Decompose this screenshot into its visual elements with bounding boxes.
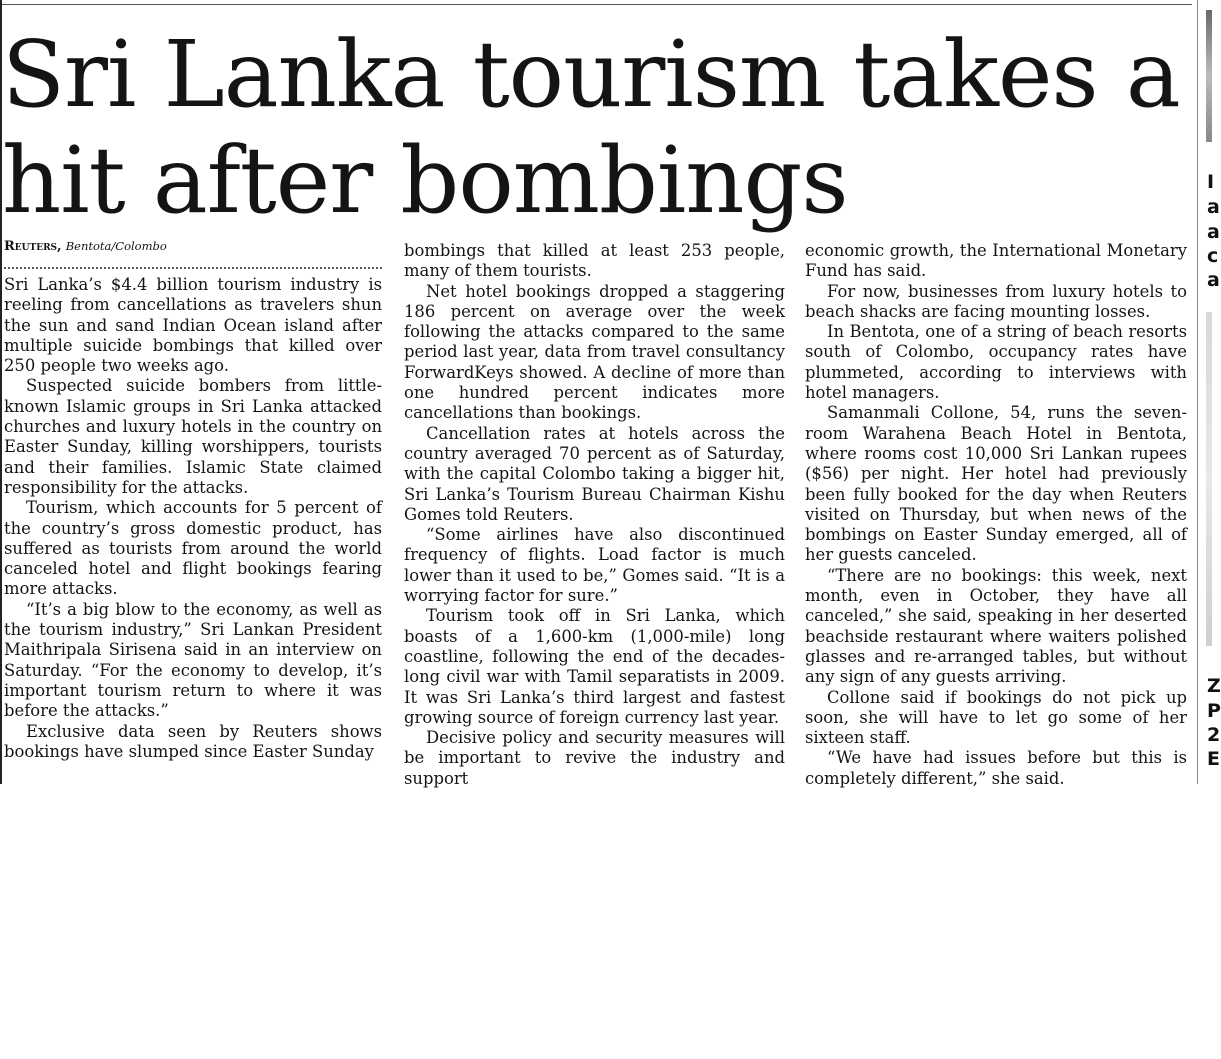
body-paragraph: Collone said if bookings do not pick up soon, she will have to let go some of her sixteen staff.	[805, 687, 1187, 748]
article-column-1	[4, 0, 382, 1059]
body-paragraph: economic growth, the International Monetary Fund has said.	[805, 241, 1187, 281]
adjacent-text-fragment: a	[1207, 269, 1220, 291]
body-paragraph: “There are no bookings: this week, next month, even in October, they have all canceled,” she said, speaking in her deserted beachside restaurant where waiters polished glasses and re-arranged tables, but without any sign of any guests arriving.	[805, 565, 1187, 687]
body-paragraph: “We have had issues before but this is completely different,” she said.	[805, 748, 1187, 788]
body-paragraph: Exclusive data seen by Reuters shows bookings have slumped since Easter Sunday	[4, 721, 382, 761]
adjacent-text-fragment: I	[1207, 171, 1215, 193]
body-paragraph: Sri Lanka’s $4.4 billion tourism industry is reeling from cancellations as travelers shun the sun and sand Indian Ocean island after multiple suicide bombings that killed over 250 people two weeks ago.	[4, 275, 382, 376]
byline-agency: Reuters,	[4, 239, 62, 254]
body-paragraph: In Bentota, one of a string of beach resorts south of Colombo, occupancy rates have plummeted, according to interviews with hotel managers.	[805, 322, 1187, 403]
adjacent-article-edge	[1206, 0, 1221, 784]
headline: Sri Lanka tourism takes a hit after bombings	[2, 21, 1180, 234]
article-column-3	[805, 0, 1187, 1025]
article-column-2	[404, 0, 785, 1025]
adjacent-text-fragment: a	[1207, 196, 1220, 218]
body-paragraph: bombings that killed at least 253 people, many of them tourists.	[404, 241, 785, 281]
body-paragraph: Tourism took off in Sri Lanka, which boasts of a 1,600-km (1,000-mile) long coastline, following the end of the decades-long civil war with Tamil separatists in 2009. It was Sri Lanka’s third largest and fastest growing source of foreign currency last year.	[404, 606, 785, 727]
column-divider-rule	[1197, 0, 1198, 784]
body-paragraph: “Some airlines have also discontinued frequency of flights. Load factor is much lower than it used to be,” Gomes said. “It is a worrying factor for sure.”	[404, 525, 785, 606]
adjacent-text-fragment: E	[1207, 748, 1220, 770]
adjacent-photo	[1206, 312, 1212, 646]
body-paragraph: Samanmali Collone, 54, runs the seven-room Warahena Beach Hotel in Bentota, where rooms cost 10,000 Sri Lankan rupees ($56) per night. Her hotel had previously been fully booked for the day when Reuters visited on Thursday, but when news of the bombings on Easter Sunday emerged, all of her guests canceled.	[805, 403, 1187, 565]
adjacent-text-fragment: 2	[1207, 724, 1221, 746]
adjacent-photo	[1206, 10, 1212, 142]
adjacent-text-fragment: c	[1207, 245, 1219, 267]
body-paragraph: Tourism, which accounts for 5 percent of the country’s gross domestic product, has suffered as tourists from around the world canceled hotel and flight bookings fearing more attacks.	[4, 498, 382, 599]
body-paragraph: Cancellation rates at hotels across the country averaged 70 percent as of Saturday, with the capital Colombo taking a bigger hit, Sri Lanka’s Tourism Bureau Chairman Kishu Gomes told Reuters.	[404, 423, 785, 524]
body-paragraph: Decisive policy and security measures will be important to revive the industry and support	[404, 728, 785, 788]
byline-place: Bentota/Colombo	[65, 239, 167, 253]
body-paragraph: Net hotel bookings dropped a staggering 186 percent on average over the week following the attacks compared to the same period last year, data from travel consultancy ForwardKeys showed. A decline of more than one hundred percent indicates more cancellations than bookings.	[404, 281, 785, 423]
adjacent-text-fragment: a	[1207, 221, 1220, 243]
adjacent-text-fragment: P	[1207, 700, 1221, 722]
adjacent-text-fragment: Z	[1207, 675, 1221, 697]
body-paragraph: “It’s a big blow to the economy, as well as the tourism industry,” Sri Lankan President Maithripala Sirisena said in an interview on Saturday. “For the economy to develop, it’s important tourism return to where it was before the attacks.”	[4, 599, 382, 721]
body-paragraph: Suspected suicide bombers from little-known Islamic groups in Sri Lanka attacked churches and luxury hotels in the country on Easter Sunday, killing worshippers, tourists and their families. Islamic State claimed responsibility for the attacks.	[4, 376, 382, 497]
body-paragraph: For now, businesses from luxury hotels to beach shacks are facing mounting losses.	[805, 281, 1187, 321]
